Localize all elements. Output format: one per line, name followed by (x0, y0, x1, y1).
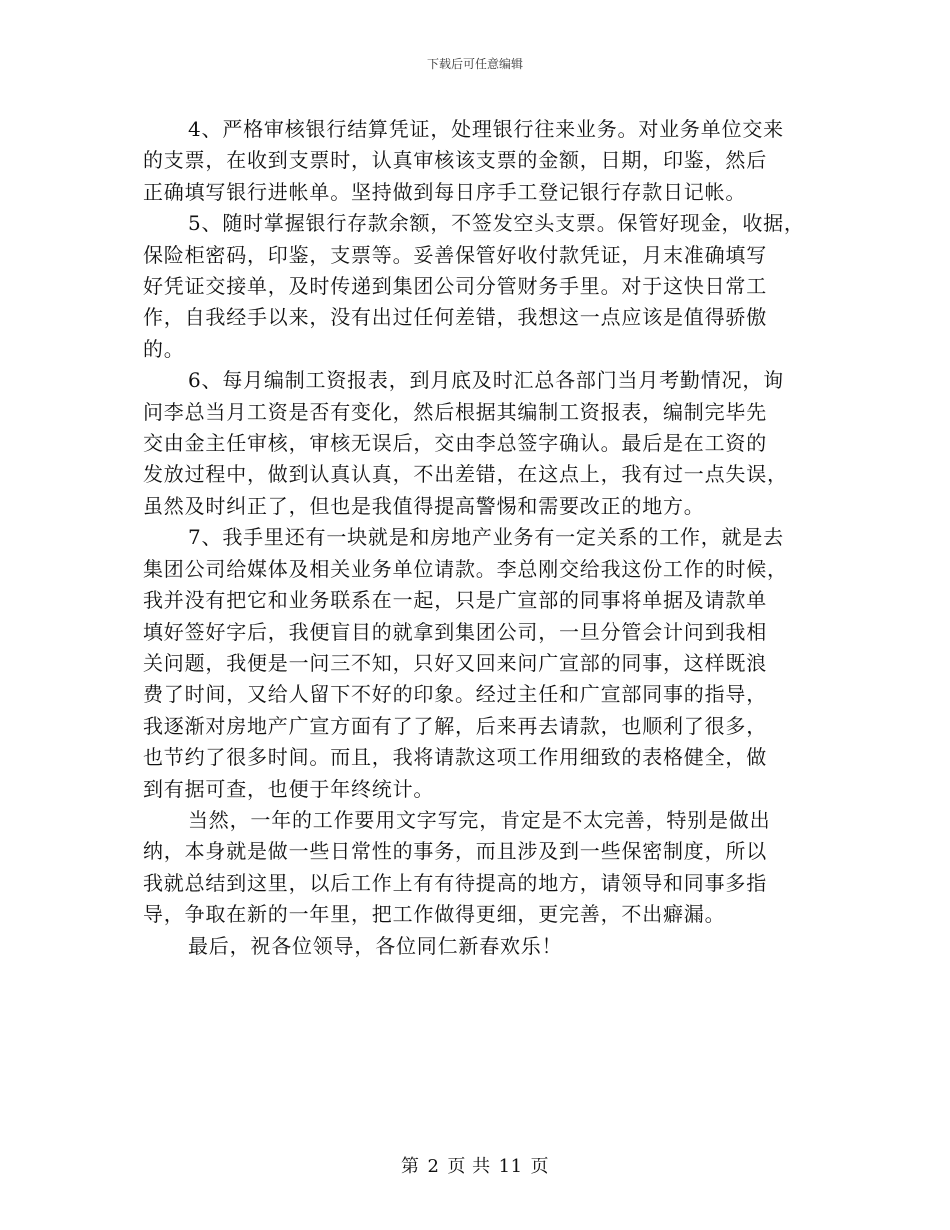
text-line: 当然，一年的工作要用文字写完，肯定是不太完善，特别是做出 (188, 807, 771, 832)
text-line: 关问题，我便是一问三不知，只好又回来问广宣部的同事，这样既浪 (143, 650, 767, 675)
text-line: 的。 (143, 336, 185, 361)
text-line: 我并没有把它和业务联系在一起，只是广宣部的同事将单据及请款单 (143, 588, 767, 613)
text-line: 4、严格审核银行结算凭证，处理银行往来业务。对业务单位交来 (188, 117, 784, 141)
text-line: 的支票，在收到支票时，认真审核该支票的金额，日期，印鉴，然后 (143, 148, 767, 173)
text-line: 好凭证交接单，及时传递到集团公司分管财务手里。对于这快日常工 (143, 274, 767, 299)
text-line: 正确填写银行进帐单。坚持做到每日序手工登记银行存款日记帐。 (143, 179, 747, 204)
document-body (143, 114, 810, 962)
current-page-number: 2 (427, 1156, 440, 1177)
page-header: 下载后可任意编辑 (426, 57, 523, 71)
paragraph-item-6 (143, 365, 810, 522)
text-line: 保险柜密码，印鉴，支票等。妥善保管好收付款凭证，月末准确填写 (143, 242, 767, 267)
text-line: 虽然及时纠正了，但也是我值得提高警惕和需要改正的地方。 (143, 493, 705, 518)
paragraph-item-4 (143, 114, 810, 208)
text-line: 导，争取在新的一年里，把工作做得更细，更完善，不出癖漏。 (143, 902, 726, 927)
paragraph-item-5 (143, 208, 810, 365)
text-line: 我就总结到这里，以后工作上有有待提高的地方，请领导和同事多指 (143, 870, 767, 895)
text-line: 费了时间，又给人留下不好的印象。经过主任和广宣部同事的指导， (143, 682, 767, 707)
text-line: 最后，祝各位领导，各位同仁新春欢乐！ (188, 933, 563, 958)
text-line: 纳，本身就是做一些日常性的事务，而且涉及到一些保密制度，所以 (143, 839, 767, 864)
text-line: 发放过程中，做到认真认真，不出差错，在这点上，我有过一点失误， (143, 462, 788, 487)
total-page-count: 11 (498, 1156, 523, 1177)
text-line: 我逐渐对房地产广宣方面有了了解，后来再去请款，也顺利了很多， (143, 713, 767, 738)
footer-suffix: 页 (530, 1156, 550, 1177)
text-line: 作，自我经手以来，没有出过任何差错，我想这一点应该是值得骄傲 (143, 305, 767, 330)
paragraph-conclusion (143, 805, 810, 931)
text-line: 到有据可查，也便于年终统计。 (143, 776, 435, 801)
text-line: 集团公司给媒体及相关业务单位请款。李总刚交给我这份工作的时候， (143, 556, 788, 581)
footer-prefix: 第 (400, 1156, 420, 1177)
text-line: 问李总当月工资是否有变化，然后根据其编制工资报表，编制完毕先 (143, 399, 767, 424)
text-line: 也节约了很多时间。而且，我将请款这项工作用细致的表格健全，做 (143, 745, 767, 770)
text-line: 7、我手里还有一块就是和房地产业务有一定关系的工作，就是去 (188, 525, 784, 550)
paragraph-closing (143, 931, 810, 962)
paragraph-item-7 (143, 522, 810, 805)
text-line: 填好签好字后，我便盲目的就拿到集团公司，一旦分管会计问到我相 (143, 619, 767, 644)
text-line: 6、每月编制工资报表，到月底及时汇总各部门当月考勤情况，询 (188, 368, 784, 393)
text-line: 5、随时掌握银行存款余额，不签发空头支票。保管好现金，收据， (188, 211, 805, 236)
footer-middle: 页 共 (447, 1156, 491, 1177)
text-line: 交由金主任审核，审核无误后，交由李总签字确认。最后是在工资的 (143, 431, 767, 456)
page-footer (0, 1152, 950, 1178)
